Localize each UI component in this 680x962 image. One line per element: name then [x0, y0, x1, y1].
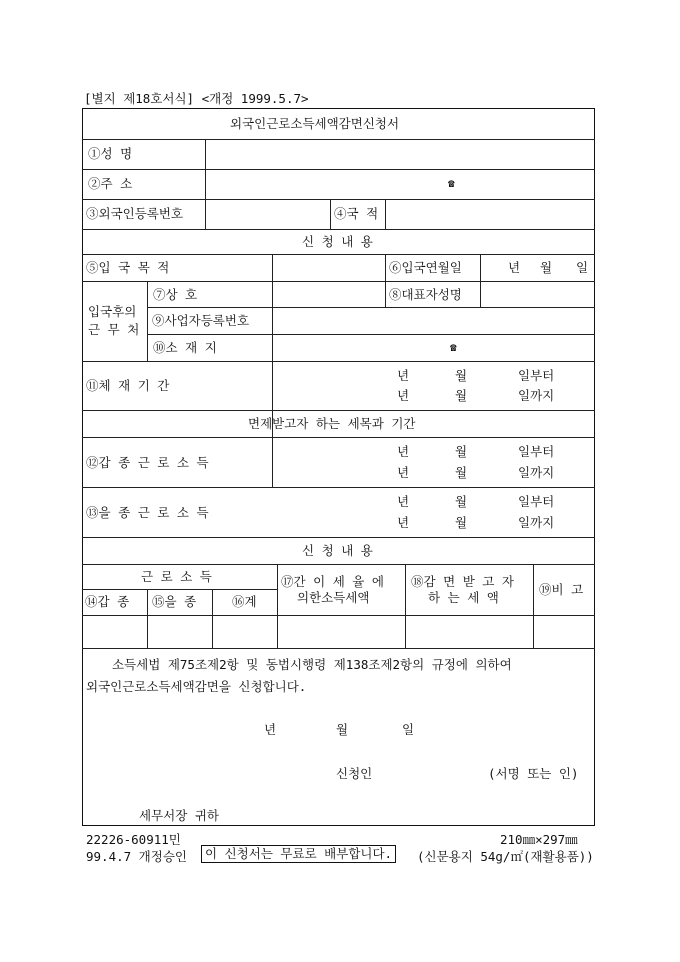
rule — [82, 410, 595, 411]
rule — [533, 564, 534, 648]
workplace-label-1: 입국후의 — [88, 304, 137, 319]
date-unit-month: 월 — [540, 260, 553, 275]
rule — [82, 229, 595, 230]
labor-income-heading: 근 로 소 득 — [141, 569, 212, 584]
address-label: ②주 소 — [88, 176, 133, 191]
col-total-heading: ⑯계 — [232, 594, 257, 609]
business-reg-label: ⑨사업자등록번호 — [152, 313, 250, 328]
rule — [82, 139, 595, 140]
income-a-label: ⑫갑 종 근 로 소 득 — [86, 455, 209, 470]
rule — [212, 589, 213, 648]
representative-label: ⑧대표자성명 — [389, 287, 462, 302]
unit-year: 년 — [397, 388, 410, 403]
statement-line-2: 외국인근로소득세액감면을 신청합니다. — [86, 679, 307, 694]
rule — [272, 254, 273, 487]
rule — [82, 169, 595, 170]
rule — [277, 564, 278, 648]
rule — [405, 564, 406, 648]
stay-period-label: ⑪체 재 기 간 — [86, 378, 170, 393]
unit-to: 일까지 — [518, 388, 555, 403]
unit-from: 일부터 — [518, 494, 555, 509]
unit-year: 년 — [397, 515, 410, 530]
date-unit-day: 일 — [576, 260, 589, 275]
unit-month: 월 — [455, 444, 468, 459]
rule — [385, 199, 386, 229]
entry-date-label: ⑥입국연월일 — [389, 260, 462, 275]
unit-month: 월 — [455, 368, 468, 383]
section-apply-heading-2: 신 청 내 용 — [302, 543, 373, 558]
applicant-label: 신청인 — [336, 766, 373, 781]
rule — [147, 334, 595, 335]
rule — [82, 537, 595, 538]
rule — [82, 437, 595, 438]
rule — [205, 139, 206, 229]
unit-to: 일까지 — [518, 465, 555, 480]
phone-icon: ☎ — [450, 341, 457, 354]
foreigner-reg-label: ③외국인등록번호 — [86, 206, 184, 221]
rule — [82, 487, 595, 488]
simple-tax-heading-1: ⑰간 이 세 율 에 — [281, 574, 384, 589]
rule — [82, 648, 595, 649]
col-a-heading: ⑭갑 종 — [85, 594, 130, 609]
free-distribution-notice: 이 신청서는 무료로 배부합니다. — [201, 845, 396, 863]
section-apply-heading: 신 청 내 용 — [302, 234, 373, 249]
sign-day: 일 — [402, 722, 415, 737]
paper-type: (신문용지 54g/㎡(재활용품)) — [417, 849, 594, 864]
rule — [147, 281, 148, 361]
form-title: 외국인근로소득세액감면신청서 — [230, 116, 400, 131]
rule — [82, 361, 595, 362]
sign-year: 년 — [264, 722, 277, 737]
rule — [82, 199, 595, 200]
rule — [82, 564, 595, 565]
nationality-label: ④국 적 — [334, 206, 379, 221]
unit-year: 년 — [397, 368, 410, 383]
unit-from: 일부터 — [518, 368, 555, 383]
rule — [147, 307, 595, 308]
col-b-heading: ⑮을 종 — [152, 594, 197, 609]
rule — [147, 589, 148, 648]
unit-from: 일부터 — [518, 444, 555, 459]
unit-month: 월 — [455, 465, 468, 480]
simple-tax-heading-2: 의한소득세액 — [297, 590, 370, 605]
unit-month: 월 — [455, 515, 468, 530]
unit-year: 년 — [397, 465, 410, 480]
addressee: 세무서장 귀하 — [139, 808, 219, 823]
phone-icon: ☎ — [448, 177, 455, 190]
sign-month: 월 — [336, 722, 349, 737]
trade-name-label: ⑦상 호 — [153, 287, 198, 302]
location-label: ⑩소 재 지 — [153, 340, 217, 355]
unit-year: 년 — [397, 494, 410, 509]
rule — [82, 589, 277, 590]
reduced-tax-heading-1: ⑱감 면 받 고 자 — [411, 574, 514, 589]
form-header: [별지 제18호서식] <개정 1999.5.7> — [84, 91, 309, 106]
reduced-tax-heading-2: 하 는 세 액 — [428, 590, 499, 605]
rule — [480, 254, 481, 307]
rule — [82, 254, 595, 255]
name-label: ①성 명 — [88, 146, 133, 161]
form-code: 22226-60911민 — [86, 832, 181, 847]
rule — [330, 199, 331, 229]
paper-size: 210㎜×297㎜ — [500, 832, 578, 847]
income-b-label: ⑬을 종 근 로 소 득 — [86, 505, 209, 520]
note-heading: ⑲비 고 — [539, 582, 584, 597]
approval-note: 99.4.7 개정승인 — [86, 849, 187, 864]
entry-purpose-label: ⑤입 국 목 적 — [86, 260, 170, 275]
rule — [82, 615, 595, 616]
sign-note: (서명 또는 인) — [488, 766, 579, 781]
workplace-label-2: 근 무 처 — [88, 322, 140, 337]
unit-year: 년 — [397, 444, 410, 459]
date-unit-year: 년 — [508, 260, 521, 275]
statement-line-1: 소득세법 제75조제2항 및 동법시행령 제138조제2항의 규정에 의하여 — [112, 657, 512, 672]
unit-month: 월 — [455, 494, 468, 509]
unit-month: 월 — [455, 388, 468, 403]
unit-to: 일까지 — [518, 515, 555, 530]
rule — [82, 281, 595, 282]
exempt-section-heading: 면제받고자 하는 세목과 기간 — [248, 416, 416, 431]
rule — [385, 254, 386, 307]
